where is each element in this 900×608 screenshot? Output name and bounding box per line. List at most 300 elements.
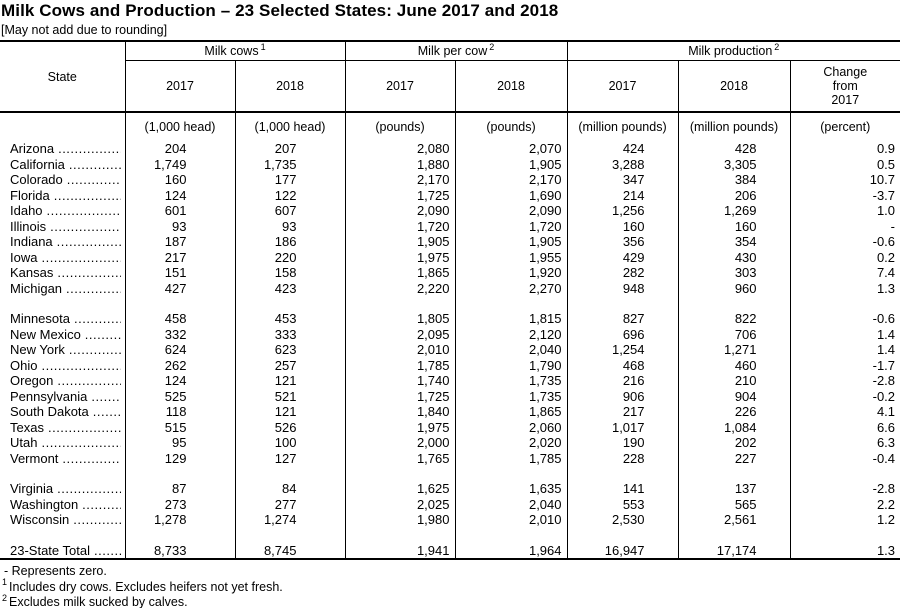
table-row — [0, 188, 900, 204]
cell-milk-per-cow-2018: 2,020 — [455, 435, 567, 451]
state-name: Iowa — [10, 249, 38, 265]
cell-milk-cows-2018: 623 — [235, 342, 345, 358]
cell-milk-per-cow-2018: 1,955 — [455, 250, 567, 266]
leader-dots — [37, 435, 121, 450]
cell-milk-cows-2017: 515 — [125, 420, 235, 436]
units-empty-cell — [0, 112, 125, 141]
cell-milk-per-cow-2018: 2,010 — [455, 512, 567, 528]
cell-milk-production-2017: 217 — [567, 404, 678, 420]
footnote-text: - Represents zero. — [4, 564, 107, 578]
rounding-note: [May not add due to rounding] — [1, 23, 168, 37]
cell-milk-production-2018: 303 — [678, 265, 790, 281]
cell-milk-per-cow-2017: 1,980 — [345, 512, 455, 528]
cell-milk-production-2018: 430 — [678, 250, 790, 266]
cell-milk-production-2018: 1,271 — [678, 342, 790, 358]
cell-milk-production-2018: 1,084 — [678, 420, 790, 436]
cell-change-from-2017: 1.0 — [790, 203, 900, 219]
table-row — [0, 327, 900, 343]
cell-milk-cows-2017: 8,733 — [125, 543, 235, 560]
state-label — [10, 373, 121, 389]
cell-milk-production-2018: 3,305 — [678, 157, 790, 173]
spacer-cell — [125, 296, 235, 311]
cell-milk-production-2017: 429 — [567, 250, 678, 266]
cell-milk-cows-2017: 129 — [125, 451, 235, 467]
state-label — [10, 311, 121, 327]
leader-dots — [81, 327, 121, 342]
cell-milk-production-2017: 160 — [567, 219, 678, 235]
cell-milk-per-cow-2018: 1,635 — [455, 481, 567, 497]
leader-dots — [69, 512, 121, 527]
state-name-cell — [0, 219, 125, 235]
cell-milk-cows-2017: 427 — [125, 281, 235, 297]
state-label — [10, 157, 121, 173]
cell-milk-production-2017: 827 — [567, 311, 678, 327]
table-row — [0, 497, 900, 513]
cell-milk-per-cow-2018: 2,070 — [455, 141, 567, 157]
table-row — [0, 141, 900, 157]
cell-milk-per-cow-2018: 2,170 — [455, 172, 567, 188]
spacer-cell — [125, 466, 235, 481]
spacer-cell — [790, 466, 900, 481]
cell-milk-production-2018: 960 — [678, 281, 790, 297]
cell-change-from-2017: 1.2 — [790, 512, 900, 528]
table-row — [0, 157, 900, 173]
cell-milk-production-2018: 137 — [678, 481, 790, 497]
cell-milk-production-2018: 904 — [678, 389, 790, 405]
state-name-cell — [0, 141, 125, 157]
cell-milk-cows-2018: 220 — [235, 250, 345, 266]
cell-milk-production-2017: 356 — [567, 234, 678, 250]
cell-milk-production-2018: 460 — [678, 358, 790, 374]
table-row — [0, 265, 900, 281]
state-label — [10, 327, 121, 343]
cell-milk-per-cow-2018: 2,270 — [455, 281, 567, 297]
unit-label: (1,000 head) — [235, 112, 345, 141]
cell-milk-production-2017: 948 — [567, 281, 678, 297]
spacer-cell — [678, 466, 790, 481]
leader-dots — [65, 342, 121, 357]
cell-milk-cows-2018: 121 — [235, 373, 345, 389]
cell-milk-production-2018: 17,174 — [678, 543, 790, 560]
spacer-cell — [567, 296, 678, 311]
cell-milk-cows-2018: 453 — [235, 311, 345, 327]
unit-label: (million pounds) — [567, 112, 678, 141]
state-name-cell — [0, 172, 125, 188]
cell-milk-per-cow-2018: 1,964 — [455, 543, 567, 560]
spacer-cell — [0, 466, 125, 481]
state-name: Minnesota — [10, 311, 70, 326]
cell-milk-production-2017: 190 — [567, 435, 678, 451]
spacer-cell — [235, 528, 345, 543]
state-name-cell — [0, 358, 125, 374]
cell-milk-cows-2017: 1,278 — [125, 512, 235, 528]
table-row — [0, 342, 900, 358]
leader-dots — [53, 373, 121, 388]
state-name: Virginia — [10, 481, 54, 496]
state-name: Oregon — [10, 373, 54, 388]
leader-dots — [65, 157, 121, 172]
state-label — [10, 141, 121, 157]
year-header-milk-cows-2018: 2018 — [235, 61, 345, 113]
spacer-cell — [455, 296, 567, 311]
cell-milk-cows-2018: 100 — [235, 435, 345, 451]
cell-milk-per-cow-2017: 1,865 — [345, 265, 455, 281]
cell-milk-production-2017: 216 — [567, 373, 678, 389]
leader-dots — [44, 420, 121, 435]
cell-milk-cows-2017: 204 — [125, 141, 235, 157]
cell-change-from-2017: 2.2 — [790, 497, 900, 513]
state-name: Indiana — [10, 234, 53, 249]
cell-milk-cows-2018: 127 — [235, 451, 345, 467]
state-name-cell — [0, 481, 125, 497]
state-name: Kansas — [10, 265, 54, 280]
footnote-marker: 2 — [489, 41, 495, 52]
state-name-cell — [0, 342, 125, 358]
state-label — [10, 389, 121, 405]
unit-label: (million pounds) — [678, 112, 790, 141]
cell-milk-cows-2018: 521 — [235, 389, 345, 405]
cell-milk-production-2018: 565 — [678, 497, 790, 513]
cell-milk-production-2017: 2,530 — [567, 512, 678, 528]
leader-dots — [46, 219, 121, 234]
units-row — [0, 112, 900, 141]
state-name: Idaho — [10, 203, 43, 218]
state-name-cell — [0, 373, 125, 389]
state-label — [10, 188, 121, 204]
spacer-cell — [235, 466, 345, 481]
cell-milk-per-cow-2017: 2,010 — [345, 342, 455, 358]
state-name: New Mexico — [10, 326, 81, 342]
leader-dots — [89, 404, 121, 419]
cell-milk-per-cow-2018: 2,060 — [455, 420, 567, 436]
year-header-milk-cows-2017: 2017 — [125, 61, 235, 113]
state-name: South Dakota — [10, 404, 89, 419]
cell-milk-production-2017: 3,288 — [567, 157, 678, 173]
spacer-cell — [345, 528, 455, 543]
total-row — [0, 543, 900, 560]
cell-milk-cows-2017: 273 — [125, 497, 235, 513]
cell-milk-production-2017: 16,947 — [567, 543, 678, 560]
table-row — [0, 451, 900, 467]
leader-dots — [53, 265, 121, 280]
year-header-row — [0, 61, 900, 113]
footnote-text: Includes dry cows. Excludes heifers not yet fresh. — [9, 579, 283, 594]
state-label — [10, 451, 121, 467]
cell-milk-cows-2018: 1,274 — [235, 512, 345, 528]
state-label — [10, 420, 121, 436]
leader-dots — [53, 234, 121, 249]
state-name: Ohio — [10, 357, 38, 373]
cell-change-from-2017: 7.4 — [790, 265, 900, 281]
cell-change-from-2017: -2.8 — [790, 481, 900, 497]
state-name-cell — [0, 281, 125, 297]
cell-milk-production-2017: 214 — [567, 188, 678, 204]
cell-milk-per-cow-2018: 1,790 — [455, 358, 567, 374]
state-name: 23-State Total — [10, 542, 90, 558]
cell-milk-cows-2018: 423 — [235, 281, 345, 297]
cell-milk-cows-2017: 217 — [125, 250, 235, 266]
leader-dots — [62, 281, 121, 296]
table-row — [0, 481, 900, 497]
cell-milk-cows-2018: 158 — [235, 265, 345, 281]
cell-milk-cows-2018: 121 — [235, 404, 345, 420]
spacer-cell — [678, 296, 790, 311]
footnote-text: Excludes milk sucked by calves. — [9, 595, 188, 608]
spacer-cell — [345, 466, 455, 481]
cell-change-from-2017: 1.4 — [790, 327, 900, 343]
cell-milk-per-cow-2017: 1,785 — [345, 358, 455, 374]
cell-milk-per-cow-2017: 2,080 — [345, 141, 455, 157]
cell-milk-per-cow-2018: 1,720 — [455, 219, 567, 235]
cell-milk-per-cow-2018: 2,040 — [455, 342, 567, 358]
state-label — [10, 234, 121, 250]
spacer-cell — [790, 528, 900, 543]
leader-dots — [54, 141, 121, 156]
cell-milk-production-2017: 906 — [567, 389, 678, 405]
cell-milk-cows-2018: 607 — [235, 203, 345, 219]
leader-dots — [53, 481, 121, 496]
state-label — [10, 342, 121, 358]
cell-milk-per-cow-2017: 1,720 — [345, 219, 455, 235]
page-title: Milk Cows and Production – 23 Selected States: June 2017 and 2018 — [1, 1, 559, 20]
cell-change-from-2017: -2.8 — [790, 373, 900, 389]
state-label — [10, 250, 121, 266]
state-name-cell — [0, 203, 125, 219]
spacer-cell — [455, 528, 567, 543]
footnotes — [2, 564, 900, 608]
cell-milk-per-cow-2017: 1,725 — [345, 389, 455, 405]
cell-milk-per-cow-2018: 1,920 — [455, 265, 567, 281]
milk-cows-table — [0, 40, 900, 560]
cell-milk-production-2017: 1,017 — [567, 420, 678, 436]
leader-dots — [63, 172, 121, 187]
state-name-cell — [0, 420, 125, 436]
spacer-cell — [455, 466, 567, 481]
cell-milk-production-2017: 468 — [567, 358, 678, 374]
footnote-marker: 1 — [2, 577, 8, 588]
cell-milk-production-2017: 228 — [567, 451, 678, 467]
state-name-cell — [0, 451, 125, 467]
table-row — [0, 404, 900, 420]
state-name: Utah — [10, 435, 38, 450]
state-label — [10, 481, 121, 497]
year-header-milk-production-2018: 2018 — [678, 61, 790, 113]
group-header-milk-production — [567, 41, 900, 61]
cell-milk-cows-2018: 1,735 — [235, 157, 345, 173]
footnote-marker: 1 — [260, 41, 266, 52]
state-name: Colorado — [10, 172, 63, 187]
leader-dots — [43, 203, 121, 218]
cell-milk-cows-2017: 624 — [125, 342, 235, 358]
cell-change-from-2017: 4.1 — [790, 404, 900, 420]
state-name-cell — [0, 157, 125, 173]
table-row — [0, 281, 900, 297]
cell-milk-per-cow-2017: 1,725 — [345, 188, 455, 204]
state-name-cell — [0, 435, 125, 451]
leader-dots — [37, 250, 121, 265]
cell-milk-cows-2017: 601 — [125, 203, 235, 219]
cell-milk-per-cow-2017: 1,805 — [345, 311, 455, 327]
group-header-milk-cows — [125, 41, 345, 61]
group-header-row — [0, 41, 900, 61]
spacer-cell — [125, 528, 235, 543]
state-name-cell — [0, 404, 125, 420]
state-name: Illinois — [10, 218, 47, 234]
cell-milk-cows-2017: 525 — [125, 389, 235, 405]
group-label: Milk production — [688, 44, 773, 58]
footnote — [2, 564, 900, 580]
table-row — [0, 219, 900, 235]
cell-milk-per-cow-2017: 1,765 — [345, 451, 455, 467]
state-name-cell — [0, 250, 125, 266]
state-name: Washington — [10, 496, 79, 512]
footnote-marker: 2 — [2, 592, 8, 603]
cell-change-from-2017: -0.2 — [790, 389, 900, 405]
cell-milk-per-cow-2017: 1,905 — [345, 234, 455, 250]
table-row — [0, 358, 900, 374]
cell-change-from-2017: 1.3 — [790, 543, 900, 560]
cell-milk-cows-2017: 458 — [125, 311, 235, 327]
cell-milk-cows-2017: 87 — [125, 481, 235, 497]
unit-label: (percent) — [790, 112, 900, 141]
cell-milk-production-2018: 206 — [678, 188, 790, 204]
group-header-milk-per-cow — [345, 41, 567, 61]
spacer-row — [0, 296, 900, 311]
state-name: Michigan — [10, 280, 63, 296]
table-row — [0, 512, 900, 528]
table-row — [0, 373, 900, 389]
state-name: Texas — [10, 419, 44, 435]
spacer-cell — [567, 528, 678, 543]
table-row — [0, 250, 900, 266]
cell-change-from-2017: 0.9 — [790, 141, 900, 157]
state-column-header: State — [0, 41, 125, 112]
state-name-cell — [0, 234, 125, 250]
leader-dots — [78, 497, 121, 512]
spacer-cell — [235, 296, 345, 311]
cell-milk-per-cow-2018: 1,905 — [455, 157, 567, 173]
cell-milk-cows-2018: 122 — [235, 188, 345, 204]
state-name: Wisconsin — [10, 512, 70, 527]
cell-milk-production-2018: 210 — [678, 373, 790, 389]
change-header-text: Change from 2017 — [823, 65, 868, 107]
cell-milk-production-2018: 202 — [678, 435, 790, 451]
cell-milk-cows-2017: 124 — [125, 373, 235, 389]
cell-change-from-2017: -1.7 — [790, 358, 900, 374]
state-name: Pennsylvania — [10, 388, 88, 404]
cell-milk-per-cow-2018: 1,690 — [455, 188, 567, 204]
state-name-cell — [0, 389, 125, 405]
cell-milk-per-cow-2017: 2,025 — [345, 497, 455, 513]
cell-milk-production-2017: 347 — [567, 172, 678, 188]
cell-change-from-2017: 6.6 — [790, 420, 900, 436]
state-label — [10, 543, 121, 559]
cell-milk-per-cow-2018: 1,865 — [455, 404, 567, 420]
cell-milk-cows-2017: 332 — [125, 327, 235, 343]
cell-milk-production-2018: 226 — [678, 404, 790, 420]
table-row — [0, 311, 900, 327]
cell-change-from-2017: 0.2 — [790, 250, 900, 266]
state-name-cell — [0, 265, 125, 281]
state-name: California — [10, 156, 65, 172]
cell-milk-per-cow-2018: 1,905 — [455, 234, 567, 250]
cell-change-from-2017: 1.4 — [790, 342, 900, 358]
cell-milk-production-2018: 1,269 — [678, 203, 790, 219]
cell-change-from-2017: 0.5 — [790, 157, 900, 173]
cell-milk-per-cow-2017: 1,740 — [345, 373, 455, 389]
cell-milk-production-2017: 282 — [567, 265, 678, 281]
cell-change-from-2017: -0.4 — [790, 451, 900, 467]
table-row — [0, 234, 900, 250]
cell-milk-per-cow-2017: 2,095 — [345, 327, 455, 343]
state-label — [10, 203, 121, 219]
footnote — [2, 592, 900, 608]
cell-milk-production-2018: 706 — [678, 327, 790, 343]
cell-milk-per-cow-2017: 2,000 — [345, 435, 455, 451]
cell-milk-per-cow-2017: 1,975 — [345, 250, 455, 266]
state-name: Vermont — [10, 450, 59, 466]
cell-milk-production-2018: 384 — [678, 172, 790, 188]
cell-milk-per-cow-2017: 1,880 — [345, 157, 455, 173]
leader-dots — [37, 358, 121, 373]
cell-milk-cows-2017: 262 — [125, 358, 235, 374]
cell-milk-production-2018: 354 — [678, 234, 790, 250]
cell-milk-cows-2018: 8,745 — [235, 543, 345, 560]
cell-milk-production-2018: 160 — [678, 219, 790, 235]
cell-change-from-2017: 10.7 — [790, 172, 900, 188]
leader-dots — [70, 311, 121, 326]
state-name: Florida — [10, 187, 50, 203]
spacer-cell — [0, 528, 125, 543]
state-name-cell — [0, 327, 125, 343]
group-label: Milk cows — [204, 44, 259, 58]
cell-milk-cows-2017: 151 — [125, 265, 235, 281]
cell-milk-per-cow-2017: 2,090 — [345, 203, 455, 219]
state-name-cell — [0, 543, 125, 560]
spacer-row — [0, 466, 900, 481]
cell-milk-cows-2017: 118 — [125, 404, 235, 420]
table-row — [0, 435, 900, 451]
cell-milk-cows-2017: 95 — [125, 435, 235, 451]
cell-milk-per-cow-2017: 1,975 — [345, 420, 455, 436]
cell-milk-cows-2017: 160 — [125, 172, 235, 188]
table-row — [0, 203, 900, 219]
change-from-2017-header — [790, 61, 900, 113]
cell-milk-production-2017: 553 — [567, 497, 678, 513]
cell-milk-per-cow-2018: 2,040 — [455, 497, 567, 513]
spacer-cell — [790, 296, 900, 311]
spacer-cell — [0, 296, 125, 311]
cell-milk-production-2018: 428 — [678, 141, 790, 157]
spacer-cell — [345, 296, 455, 311]
state-label — [10, 497, 121, 513]
cell-milk-cows-2018: 84 — [235, 481, 345, 497]
cell-milk-cows-2018: 277 — [235, 497, 345, 513]
cell-milk-production-2017: 141 — [567, 481, 678, 497]
state-name-cell — [0, 512, 125, 528]
cell-milk-cows-2017: 124 — [125, 188, 235, 204]
footnote-marker: 2 — [774, 41, 780, 52]
cell-milk-per-cow-2018: 1,735 — [455, 389, 567, 405]
table-row — [0, 389, 900, 405]
leader-dots — [58, 451, 121, 466]
cell-milk-cows-2018: 93 — [235, 219, 345, 235]
footnote — [2, 577, 900, 596]
cell-milk-production-2018: 227 — [678, 451, 790, 467]
cell-milk-cows-2018: 526 — [235, 420, 345, 436]
year-header-milk-per-cow-2017: 2017 — [345, 61, 455, 113]
cell-milk-cows-2018: 257 — [235, 358, 345, 374]
